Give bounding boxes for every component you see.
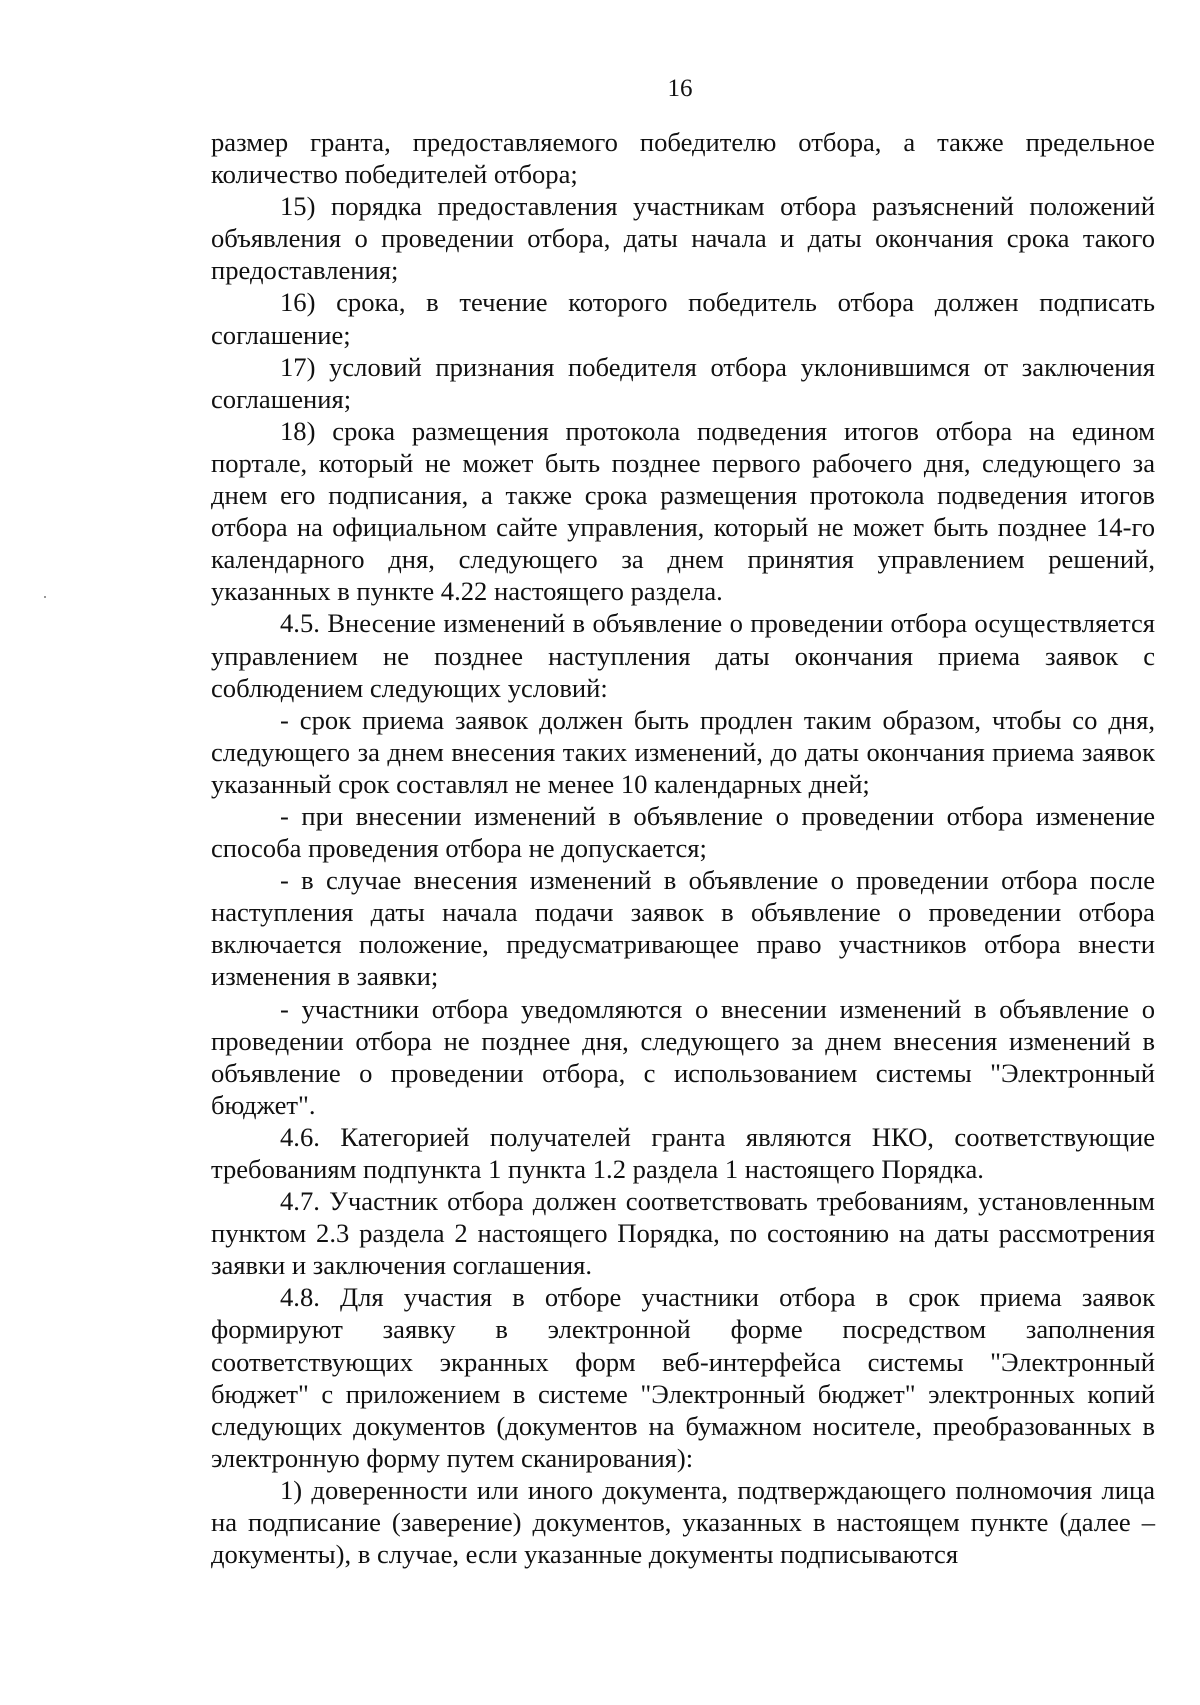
paragraph-item-15: 15) порядка предоставления участникам отбора разъяснений положений объявления о проведении отбора, даты начала и даты окончания срока такого предоставления;	[211, 191, 1155, 286]
page-number: 16	[667, 75, 693, 102]
document-body	[211, 126, 1155, 1570]
paragraph-section-4-6: 4.6. Категорией получателей гранта являются НКО, соответствующие требованиям подпункта 1 пункта 1.2 раздела 1 настоящего Порядка.	[211, 1121, 1155, 1184]
paragraph-item-1: 1) доверенности или иного документа, подтверждающего полномочия лица на подписание (заверение) документов, указанных в настоящем пункте (далее – документы), в случае, если указанные документы подписываются	[211, 1474, 1155, 1570]
paragraph-item-16: 16) срока, в течение которого победитель отбора должен подписать соглашение;	[211, 287, 1155, 350]
paragraph-bullet-deadline-extension: - срок приема заявок должен быть продлен таким образом, чтобы со дня, следующего за днем внесения таких изменений, до даты окончания приема заявок указанный срок составлял не менее 10 календарных дней;	[211, 704, 1155, 799]
paragraph-bullet-notification: - участники отбора уведомляются о внесении изменений в объявление о проведении отбора не позднее дня, следующего за днем внесения изменений в объявление о проведении отбора, с использованием системы "Электронный бюджет".	[211, 993, 1155, 1120]
scan-speck	[44, 596, 46, 598]
paragraph-section-4-8: 4.8. Для участия в отборе участники отбора в срок приема заявок формируют заявку в электронной форме посредством заполнения соответствующих экранных форм веб-интерфейса системы "Электронный бюджет" с приложением в системе "Электронный бюджет" электронных копий следующих документов (документов на бумажном носителе, преобразованных в электронную форму путем сканирования):	[211, 1282, 1155, 1473]
paragraph-grant-size: размер гранта, предоставляемого победителю отбора, а также предельное количество победителей отбора;	[211, 127, 1155, 190]
paragraph-item-17: 17) условий признания победителя отбора уклонившимся от заключения соглашения;	[211, 351, 1155, 414]
paragraph-bullet-application-changes: - в случае внесения изменений в объявление о проведении отбора после наступления даты начала подачи заявок в объявление о проведении отбора включается положение, предусматривающее право участников отбора внести изменения в заявки;	[211, 865, 1155, 992]
paragraph-bullet-method-change: - при внесении изменений в объявление о проведении отбора изменение способа проведения отбора не допускается;	[211, 800, 1155, 864]
paragraph-section-4-7: 4.7. Участник отбора должен соответствовать требованиям, установленным пунктом 2.3 раздела 2 настоящего Порядка, по состоянию на даты рассмотрения заявки и заключения соглашения.	[211, 1186, 1155, 1281]
paragraph-section-4-5: 4.5. Внесение изменений в объявление о проведении отбора осуществляется управлением не позднее наступления даты окончания приема заявок с соблюдением следующих условий:	[211, 608, 1155, 703]
paragraph-item-18: 18) срока размещения протокола подведения итогов отбора на едином портале, который не может быть позднее первого рабочего дня, следующего за днем его подписания, а также срока размещения протокола подведения итогов отбора на официальном сайте управления, который не может быть позднее 14-го календарного дня, следующего за днем принятия управлением решений, указанных в пункте 4.22 настоящего раздела.	[211, 415, 1155, 607]
